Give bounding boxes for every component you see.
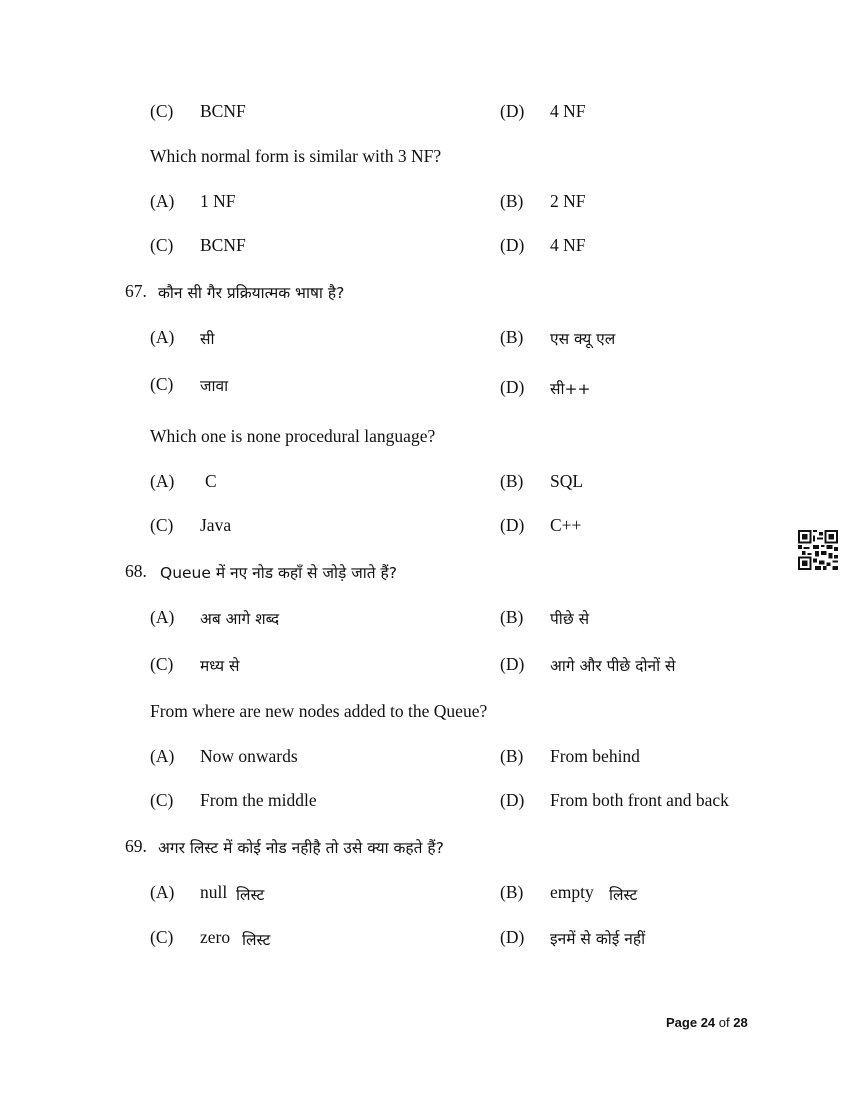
question-number: 69. bbox=[125, 836, 147, 856]
option-text: अब आगे शब्द bbox=[200, 610, 280, 628]
question-text: कौन सी गैर प्रक्रियात्मक भाषा है? bbox=[158, 284, 345, 302]
option-label: (B) bbox=[500, 882, 524, 902]
option-label: (D) bbox=[500, 377, 525, 397]
option-label: (B) bbox=[500, 607, 524, 627]
page-total: 28 bbox=[733, 1015, 748, 1030]
option-label: (A) bbox=[150, 746, 175, 766]
question-text: अगर लिस्ट में कोई नोड नहीहै तो उसे क्या कहते हैं? bbox=[158, 839, 444, 857]
question-text: From where are new nodes added to the Queue? bbox=[150, 701, 488, 721]
option-label: (C) bbox=[150, 654, 174, 674]
option-label: (D) bbox=[500, 654, 525, 674]
option-text: 1 NF bbox=[200, 191, 236, 211]
option-text: BCNF bbox=[200, 235, 246, 255]
option-text: C++ bbox=[550, 515, 582, 535]
option-text-hi: लिस्ट bbox=[236, 886, 265, 904]
option-text: आगे और पीछे दोनों से bbox=[550, 657, 676, 675]
option-text: जावा bbox=[200, 377, 229, 395]
option-text: Now onwards bbox=[200, 746, 298, 766]
option-label: (B) bbox=[500, 191, 524, 211]
option-text: पीछे से bbox=[550, 610, 590, 628]
option-label: (C) bbox=[150, 790, 174, 810]
option-text: C bbox=[205, 471, 217, 491]
page-prefix: Page bbox=[666, 1015, 698, 1030]
option-label: (A) bbox=[150, 191, 175, 211]
option-label: (C) bbox=[150, 927, 174, 947]
question-number: 67. bbox=[125, 281, 147, 301]
question-text: Queue में नए नोड कहाँ से जोड़े जाते हैं? bbox=[160, 564, 397, 582]
option-label: (B) bbox=[500, 471, 524, 491]
question-number: 68. bbox=[125, 561, 147, 581]
option-label: (A) bbox=[150, 607, 175, 627]
option-text-hi: लिस्ट bbox=[609, 886, 638, 904]
option-text: 4 NF bbox=[550, 101, 586, 121]
option-label: (A) bbox=[150, 327, 175, 347]
page-footer bbox=[666, 1015, 748, 1030]
option-text: सी++ bbox=[550, 380, 591, 398]
option-text: BCNF bbox=[200, 101, 246, 121]
question-text: Which one is none procedural language? bbox=[150, 426, 436, 446]
option-label: (D) bbox=[500, 790, 525, 810]
option-label: (C) bbox=[150, 515, 174, 535]
option-text: From the middle bbox=[200, 790, 317, 810]
option-text: 4 NF bbox=[550, 235, 586, 255]
option-label: (A) bbox=[150, 471, 175, 491]
page-current: 24 bbox=[700, 1015, 716, 1030]
option-label: (C) bbox=[150, 101, 174, 121]
option-text-en: zero bbox=[200, 927, 231, 947]
qr-code-icon bbox=[798, 530, 838, 570]
option-text: SQL bbox=[550, 471, 584, 491]
option-text-en: null bbox=[200, 882, 228, 902]
option-label: (C) bbox=[150, 374, 174, 394]
option-text-hi: लिस्ट bbox=[242, 931, 271, 949]
option-label: (C) bbox=[150, 235, 174, 255]
option-text: मध्य से bbox=[200, 657, 240, 675]
option-label: (D) bbox=[500, 101, 525, 121]
question-text: Which normal form is similar with 3 NF? bbox=[150, 146, 442, 166]
option-text: इनमें से कोई नहीं bbox=[550, 930, 646, 948]
option-label: (A) bbox=[150, 882, 175, 902]
option-label: (B) bbox=[500, 746, 524, 766]
option-text-en: empty bbox=[550, 882, 594, 902]
option-text: एस क्यू एल bbox=[550, 330, 616, 348]
option-label: (D) bbox=[500, 515, 525, 535]
option-text: 2 NF bbox=[550, 191, 586, 211]
page-of: of bbox=[718, 1015, 730, 1030]
option-text: From both front and back bbox=[550, 790, 729, 810]
option-text: सी bbox=[200, 330, 215, 348]
option-text: From behind bbox=[550, 746, 640, 766]
option-text: Java bbox=[200, 515, 232, 535]
option-label: (B) bbox=[500, 327, 524, 347]
option-label: (D) bbox=[500, 927, 525, 947]
option-label: (D) bbox=[500, 235, 525, 255]
